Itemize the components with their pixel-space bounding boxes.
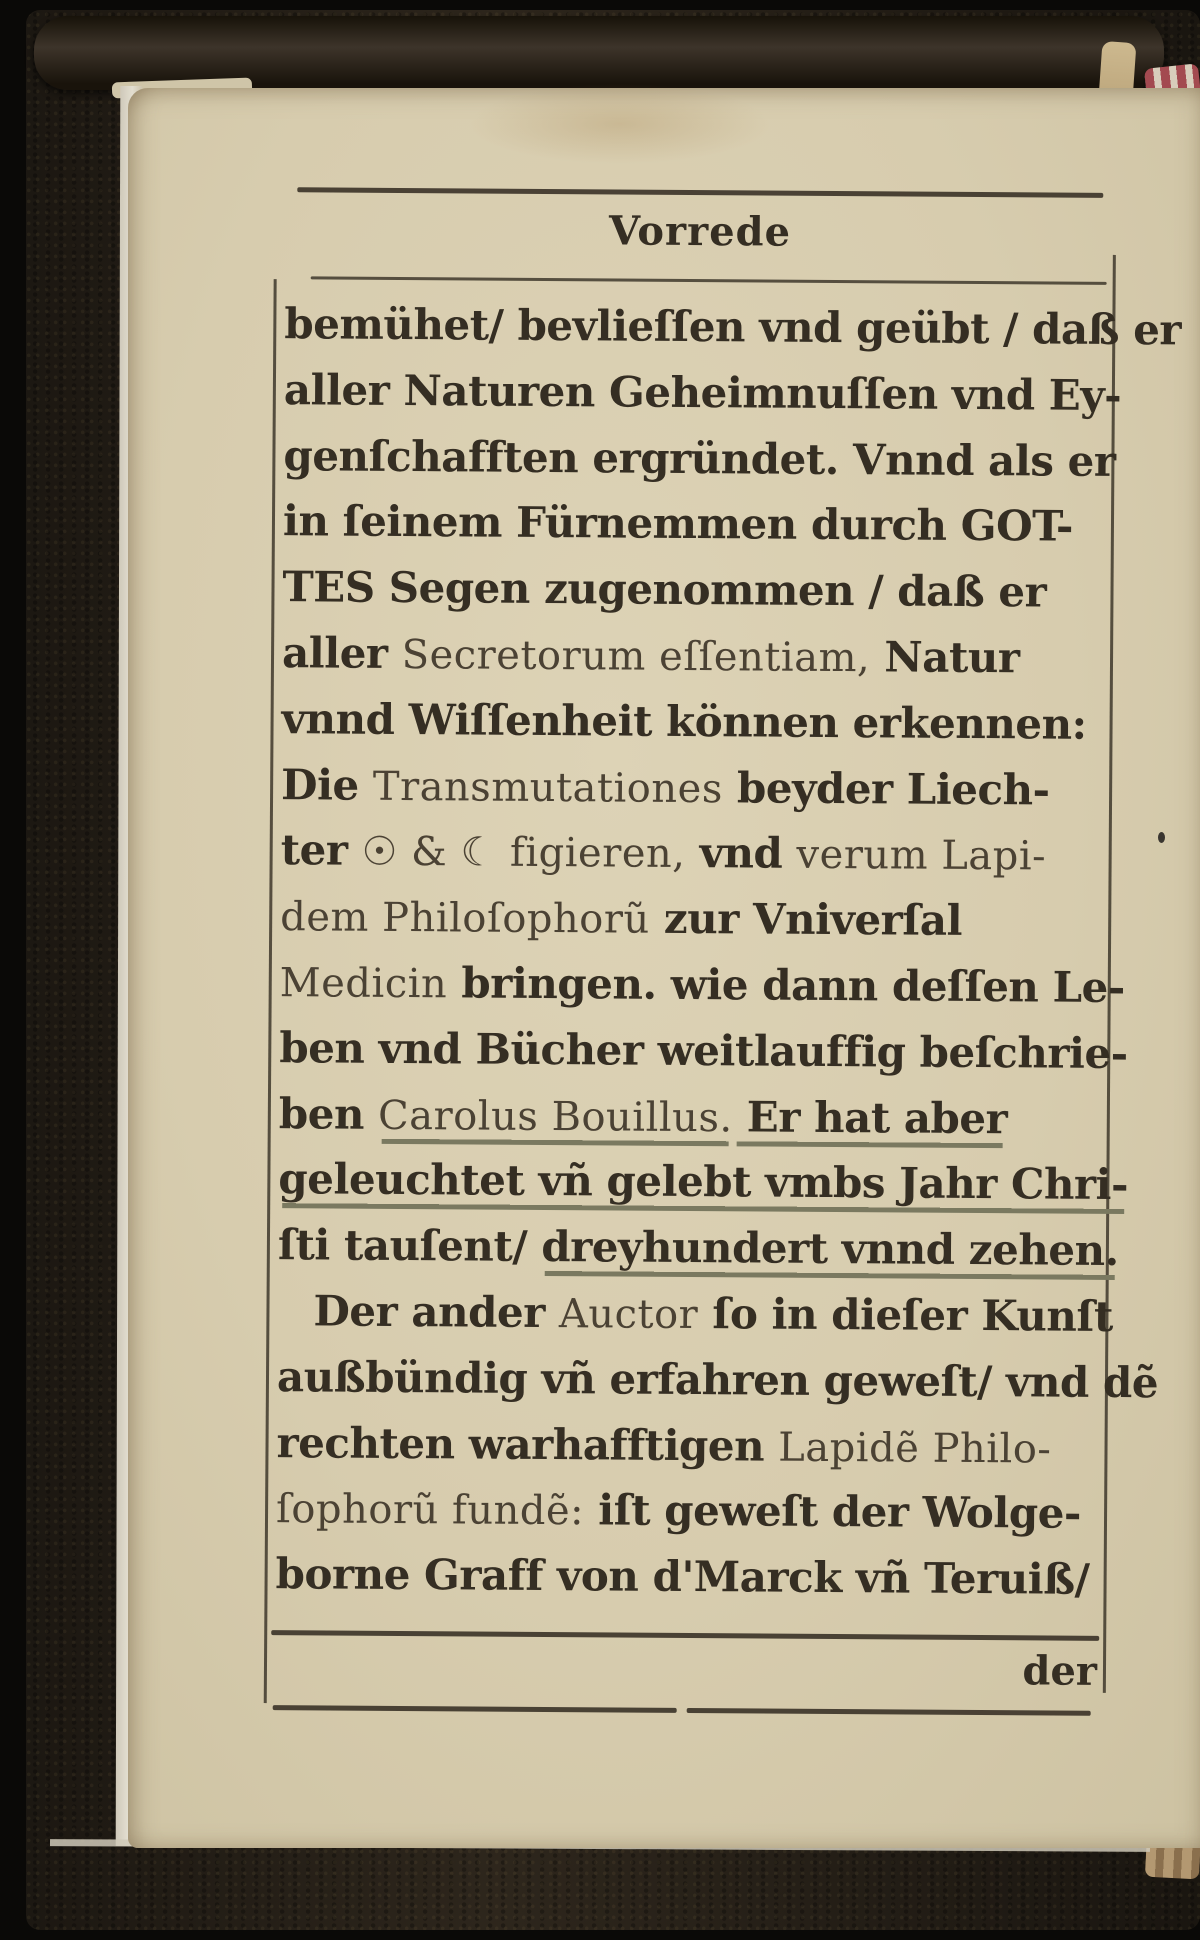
text-segment: aller Naturen Geheimnuſſen vnd Ey-: [283, 364, 1122, 420]
text-segment: borne Graff von d'Marck vñ Teruiß/: [275, 1549, 1090, 1604]
text-line: [276, 1410, 1102, 1482]
text-line: [276, 1475, 1102, 1547]
text-line: [278, 1146, 1129, 1218]
text-segment: Transmutationes: [372, 763, 723, 812]
frame-rule-top: [297, 187, 1103, 198]
text-segment: Er hat aber: [732, 1091, 1008, 1143]
text-segment: ben vnd Bücher weitlauffig beſchrie-: [279, 1022, 1128, 1078]
text-segment: iſt geweſt der Wolge-: [583, 1485, 1082, 1539]
text-line: [281, 686, 1107, 758]
left-margin-rule: [264, 279, 277, 1703]
text-line: [276, 1344, 1159, 1416]
text-segment: ben: [278, 1088, 379, 1139]
text-segment: Der ander: [313, 1286, 560, 1338]
text-segment: Die: [280, 759, 374, 810]
text-segment: ſo in dieſer Kunſt: [698, 1289, 1114, 1341]
text-segment: ☉ & ☾ figieren,: [361, 829, 686, 878]
text-segment: verum Lapi-: [796, 832, 1047, 880]
text-line: [282, 620, 1108, 692]
footer-rule-left: [273, 1705, 677, 1713]
text-segment: vnd: [685, 828, 797, 879]
text-line: [279, 1015, 1128, 1087]
header-rule: [311, 276, 1107, 285]
body-text: [275, 291, 1182, 1613]
text-segment: dem Philoſophorũ: [280, 894, 650, 943]
text-line: [275, 1541, 1101, 1613]
text-segment: aller: [281, 628, 402, 678]
text-segment: beyder Liech-: [722, 762, 1050, 815]
text-line: [280, 818, 1106, 890]
text-line: [283, 489, 1109, 561]
text-line: [277, 1212, 1119, 1284]
text-segment: ſophorũ fundẽ:: [275, 1486, 585, 1535]
text-segment: Natur: [870, 632, 1020, 683]
text-line: [283, 423, 1116, 495]
text-line: [284, 291, 1182, 363]
footer-rule-right: [687, 1708, 1091, 1716]
text-line: [279, 1081, 1105, 1153]
text-segment: außbündig vñ erfahren geweſt/ vnd dẽ: [276, 1351, 1159, 1408]
text-segment: bemühet/ bevlieſſen vnd geübt / daß er: [284, 299, 1182, 355]
text-segment: bringen. wie dann deſſen Le-: [447, 958, 1125, 1013]
text-segment: Secretorum eſſentiam,: [401, 631, 871, 682]
text-line: [280, 883, 1106, 955]
text-line: [282, 554, 1108, 626]
text-segment: rechten warhafftigen: [276, 1417, 779, 1471]
text-segment: vnnd Wiſſenheit können erkennen:: [281, 693, 1087, 749]
text-segment: ſti tauſent/: [277, 1220, 542, 1272]
text-segment: Medicin: [279, 960, 448, 1008]
text-segment: dreyhundert vnnd zehen.: [541, 1222, 1119, 1276]
catchword: der: [1022, 1647, 1098, 1695]
text-segment: genſchafften ergründet. Vnnd als er: [283, 430, 1116, 486]
text-line: [283, 357, 1122, 429]
text-segment: Auctor: [558, 1291, 699, 1339]
text-segment: Carolus Bouillus.: [377, 1092, 733, 1141]
page-title: Vorrede: [608, 207, 792, 256]
text-segment: TES Segen zugenommen / daß er: [282, 562, 1047, 617]
text-line: [279, 949, 1125, 1021]
text-line: [277, 1278, 1114, 1350]
text-segment: in ſeinem Fürnemmen durch GOT-: [282, 496, 1074, 552]
text-segment: ter: [280, 825, 362, 876]
text-line: [281, 752, 1107, 824]
end-of-text-rule: [271, 1630, 1099, 1641]
text-segment: zur Vniverſal: [649, 893, 963, 946]
text-segment: geleuchtet vñ gelebt vmbs Jahr Chri-: [278, 1154, 1129, 1210]
text-segment: Lapidẽ Philo-: [778, 1424, 1052, 1473]
